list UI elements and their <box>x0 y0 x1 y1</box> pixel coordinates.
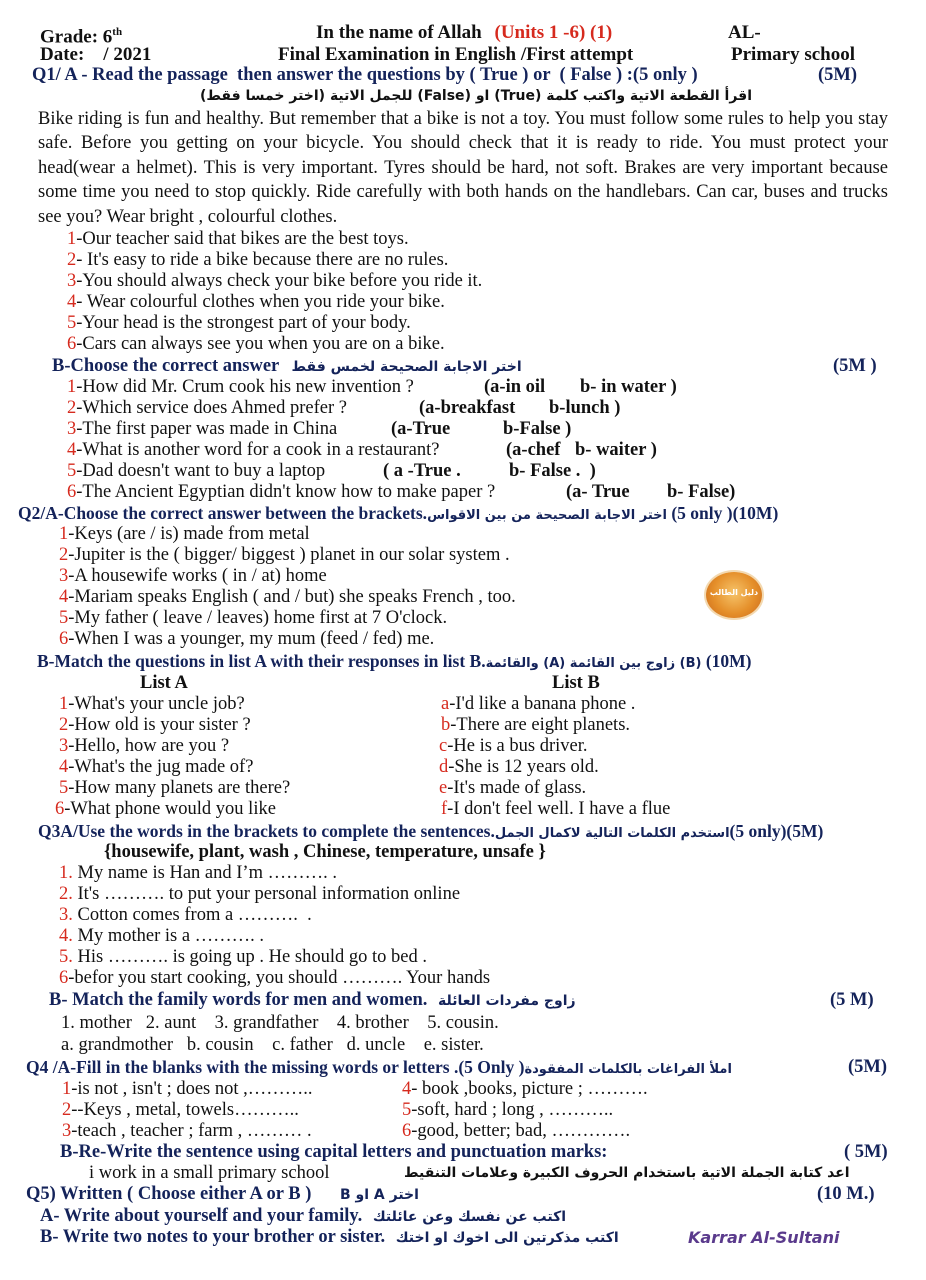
q2-arabic: اختر الاجابة الصحيحة من بين الاقواس <box>427 508 667 523</box>
option-a: (a-True <box>391 419 451 439</box>
list-item: 5-My father ( leave / leaves) home first at 7 O'clock. <box>59 608 448 628</box>
q4-title: Q4 /A-Fill in the blanks with the missing words or letters .(5 Only )املأ الفراغات بالكلمات المفقودة <box>26 1057 732 1077</box>
option-a: (a- True <box>566 482 630 502</box>
list-item: f-I don't feel well. I have a flue <box>441 799 671 819</box>
male-family-words: 1. mother 2. aunt 3. grandfather 4. brother 5. cousin. <box>61 1013 499 1033</box>
q5-option-b: B- Write two notes to your brother or sister. اكتب مذكرتين الى اخوك او اختك <box>40 1227 619 1247</box>
school-name-line2: Primary school <box>731 44 856 65</box>
list-item: 4-What is another word for a cook in a restaurant? <box>67 440 440 460</box>
list-item: 3-Hello, how are you ? <box>59 736 230 756</box>
list-item: 2-How old is your sister ? <box>59 715 251 735</box>
list-item: a-I'd like a banana phone . <box>441 694 636 714</box>
q3b-arabic: زاوج مفردات العائلة <box>438 993 576 1009</box>
exam-title-line <box>316 22 612 43</box>
list-item: 1-is not , isn't ; does not ,……….. <box>62 1079 313 1099</box>
list-item: 3. Cotton comes from a ………. . <box>59 905 312 925</box>
option-b: b-False ) <box>503 419 572 439</box>
units-range: (Units 1 -6) <box>494 22 586 43</box>
list-item: 2. It's ………. to put your personal information online <box>59 884 461 904</box>
list-item: 2- It's easy to ride a bike because there are no rules. <box>67 250 449 270</box>
date-label: Date: / 2021 <box>40 44 152 65</box>
female-family-words: a. grandmother b. cousin c. father d. uncle e. sister. <box>61 1035 484 1055</box>
option-b: b-lunch ) <box>549 398 621 418</box>
list-item: 4-What's the jug made of? <box>59 757 254 777</box>
list-item: 3-You should always check your bike before you ride it. <box>67 271 483 291</box>
list-item: 1-Our teacher said that bikes are the best toys. <box>67 229 409 249</box>
q3b-title: B- Match the family words for men and women. زاوج مفردات العائلة <box>49 990 576 1010</box>
list-item: 4-Mariam speaks English ( and / but) she speaks French , too. <box>59 587 516 607</box>
list-item: 3-A housewife works ( in / at) home <box>59 566 327 586</box>
q3-arabic: استخدم الكلمات التالية لاكمال الجمل <box>494 826 730 841</box>
q4b-marks: ( 5M) <box>844 1142 888 1162</box>
q1-arabic-instruction: اقرأ القطعة الاتية واكتب كلمة (True) او (False) للجمل الاتية (اختر خمسا فقط) <box>200 88 752 104</box>
list-item: 5-Your head is the strongest part of your body. <box>67 313 411 333</box>
list-item: 1-What's your uncle job? <box>59 694 245 714</box>
list-item: 2-Which service does Ahmed prefer ? <box>67 398 347 418</box>
q5-marks: (10 M.) <box>817 1184 875 1204</box>
option-a: (a-breakfast <box>419 398 516 418</box>
list-b-heading: List B <box>552 673 600 693</box>
list-item: 5-How many planets are there? <box>59 778 291 798</box>
q1-marks: (5M) <box>818 65 858 85</box>
list-item: e-It's made of glass. <box>439 778 587 798</box>
list-item: 5. His ………. is going up . He should go to bed . <box>59 947 427 967</box>
list-item: 2--Keys , metal, towels……….. <box>62 1100 299 1120</box>
option-b: b- False) <box>667 482 736 502</box>
school-name-line1: AL- <box>728 22 761 43</box>
list-item: c-He is a bus driver. <box>439 736 588 756</box>
list-item: 3-teach , teacher ; farm , ……… . <box>62 1121 312 1141</box>
q1-title: Q1/ A - Read the passage then answer the questions by ( True ) or ( False ) :(5 only ) <box>32 65 698 85</box>
list-item: b-There are eight planets. <box>441 715 631 735</box>
list-item: 3-The first paper was made in China <box>67 419 338 439</box>
option-a: ( a -True . <box>383 461 461 481</box>
option-b: b- waiter ) <box>575 440 657 460</box>
list-item: 6-good, better; bad, …………. <box>402 1121 631 1141</box>
list-item: 1-Keys (are / is) made from metal <box>59 524 310 544</box>
q4b-title: B-Re-Write the sentence using capital letters and punctuation marks: <box>60 1142 608 1162</box>
grade-superscript: th <box>112 26 123 38</box>
sentence-to-rewrite: i work in a small primary school <box>89 1163 330 1183</box>
word-bank: {housewife, plant, wash , Chinese, temperature, unsafe } <box>104 842 546 862</box>
q2b-arabic: (B) زاوج بين القائمة (A) والقائمة <box>485 656 702 671</box>
exam-subtitle: Final Examination in English /First attempt <box>278 44 634 65</box>
list-item: 6-The Ancient Egyptian didn't know how to make paper ? <box>67 482 496 502</box>
list-item: d-She is 12 years old. <box>439 757 599 777</box>
q5-arabic: اختر A او B <box>339 1187 419 1203</box>
grade-label: Grade: 6th <box>40 26 123 48</box>
q4-arabic: املأ الفراغات بالكلمات المفقودة <box>524 1062 732 1077</box>
q5-option-a-arabic: اكتب عن نفسك وعن عائلتك <box>372 1209 567 1225</box>
q1b-arabic: اختر الاجابة الصحيحة لخمس فقط <box>291 359 522 375</box>
list-item: 4- Wear colourful clothes when you ride your bike. <box>67 292 445 312</box>
author-signature: Karrar Al-Sultani <box>688 1228 840 1247</box>
list-item: 4. My mother is a ………. . <box>59 926 265 946</box>
list-item: 5-Dad doesn't want to buy a laptop <box>67 461 326 481</box>
list-a-heading: List A <box>140 673 188 693</box>
attempt-number: (1) <box>590 22 613 43</box>
q5-option-b-arabic: اكتب مذكرتين الى اخوك او اختك <box>395 1230 619 1246</box>
list-item: 1. My name is Han and I’m ………. . <box>59 863 337 883</box>
q4-marks: (5M) <box>848 1057 888 1077</box>
list-item: 6-Cars can always see you when you are on a bike. <box>67 334 445 354</box>
option-a: (a-chef <box>506 440 561 460</box>
list-item: 6-befor you start cooking, you should ………. Your hands <box>59 968 491 988</box>
q2b-marks: (10M) <box>705 651 752 671</box>
option-a: (a-in oil <box>484 377 546 397</box>
q3b-marks: (5 M) <box>830 990 874 1010</box>
list-item: 4- book ,books, picture ; ………. <box>402 1079 648 1099</box>
q2b-title: B-Match the questions in list A with their responses in list B.(B) زاوج بين القائمة (A) والقائمة (10M) <box>37 651 752 671</box>
list-item: 5-soft, hard ; long , ……….. <box>402 1100 614 1120</box>
option-b: b- False . ) <box>509 461 596 481</box>
option-b: b- in water ) <box>580 377 677 397</box>
reading-passage: Bike riding is fun and healthy. But remember that a bike is not a toy. You must follow some rules to help you stay safe. Before you getting on your bicycle. You should check that it is ready to ride. You must protect your head(wear a helmet). This is very important. Tyres should be hard, not soft. Brakes are very important because some time you need to stop quickly. Ride carefully with both hands on the handlebars. Can car, buses and trucks see you? Wear bright , colourful clothes. <box>38 109 888 227</box>
list-item: 1-How did Mr. Crum cook his new invention ? <box>67 377 414 397</box>
q1b-marks: (5M ) <box>833 356 877 376</box>
q2-title: Q2/A-Choose the correct answer between the brackets.اختر الاجابة الصحيحة من بين الاقواس (5 only )(10M) <box>18 503 779 523</box>
q5-option-a: A- Write about yourself and your family. اكتب عن نفسك وعن عائلتك <box>40 1206 567 1226</box>
q2-marks: (5 only )(10M) <box>671 503 779 523</box>
q3-marks: (5 only)(5M) <box>729 821 824 841</box>
q4b-arabic: اعد كتابة الجملة الاتية باستخدام الحروف الكبيرة وعلامات التنقيط <box>404 1165 850 1181</box>
q1b-title: B-Choose the correct answer اختر الاجابة الصحيحة لخمس فقط <box>52 356 522 376</box>
q3-title: Q3A/Use the words in the brackets to complete the sentences.استخدم الكلمات التالية لاكمال الجمل(5 only)(5M) <box>38 821 824 841</box>
q5-title: Q5) Written ( Choose either A or B ) اختر A او B <box>26 1184 419 1204</box>
bismillah: In the name of Allah <box>316 22 482 43</box>
list-item: 6-What phone would you like <box>55 799 276 819</box>
student-guide-logo: دليل الطالب <box>706 572 762 618</box>
list-item: 2-Jupiter is the ( bigger/ biggest ) planet in our solar system . <box>59 545 510 565</box>
list-item: 6-When I was a younger, my mum (feed / fed) me. <box>59 629 435 649</box>
